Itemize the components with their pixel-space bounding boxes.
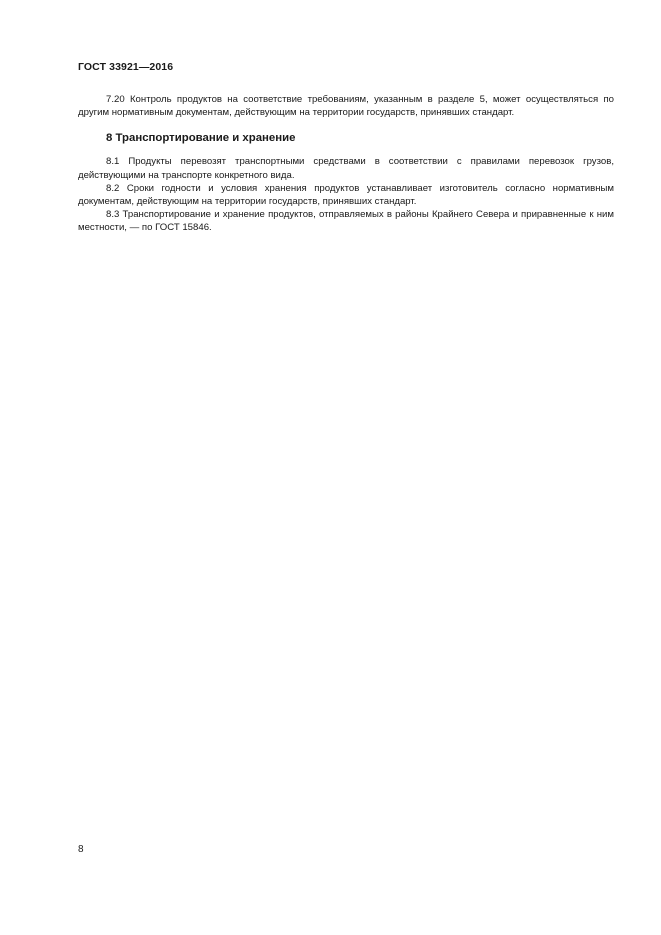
paragraph-8-2: 8.2 Сроки годности и условия хранения продуктов устанавливает изготовитель согласно нормативным документам, действующим на территории государств, принявших стандарт. xyxy=(78,182,614,208)
paragraph-7-20: 7.20 Контроль продуктов на соответствие требованиям, указанным в разделе 5, может осуществляться по другим нормативным документам, действующим на территории государств, принявших стандарт. xyxy=(78,94,614,119)
paragraph-8-1: 8.1 Продукты перевозят транспортными средствами в соответствии с правилами перевозок грузов, действующими на транспорте конкретного вида. xyxy=(78,156,614,181)
document-header-code: ГОСТ 33921—2016 xyxy=(78,61,174,73)
section-title: 8 Транспортирование и хранение xyxy=(106,132,296,145)
document-body xyxy=(78,93,614,235)
paragraph-8-3: 8.3 Транспортирование и хранение продуктов, отправляемых в районы Крайнего Севера и приравненные к ним местности, — по ГОСТ 15846. xyxy=(78,209,614,234)
page-number: 8 xyxy=(78,844,84,855)
